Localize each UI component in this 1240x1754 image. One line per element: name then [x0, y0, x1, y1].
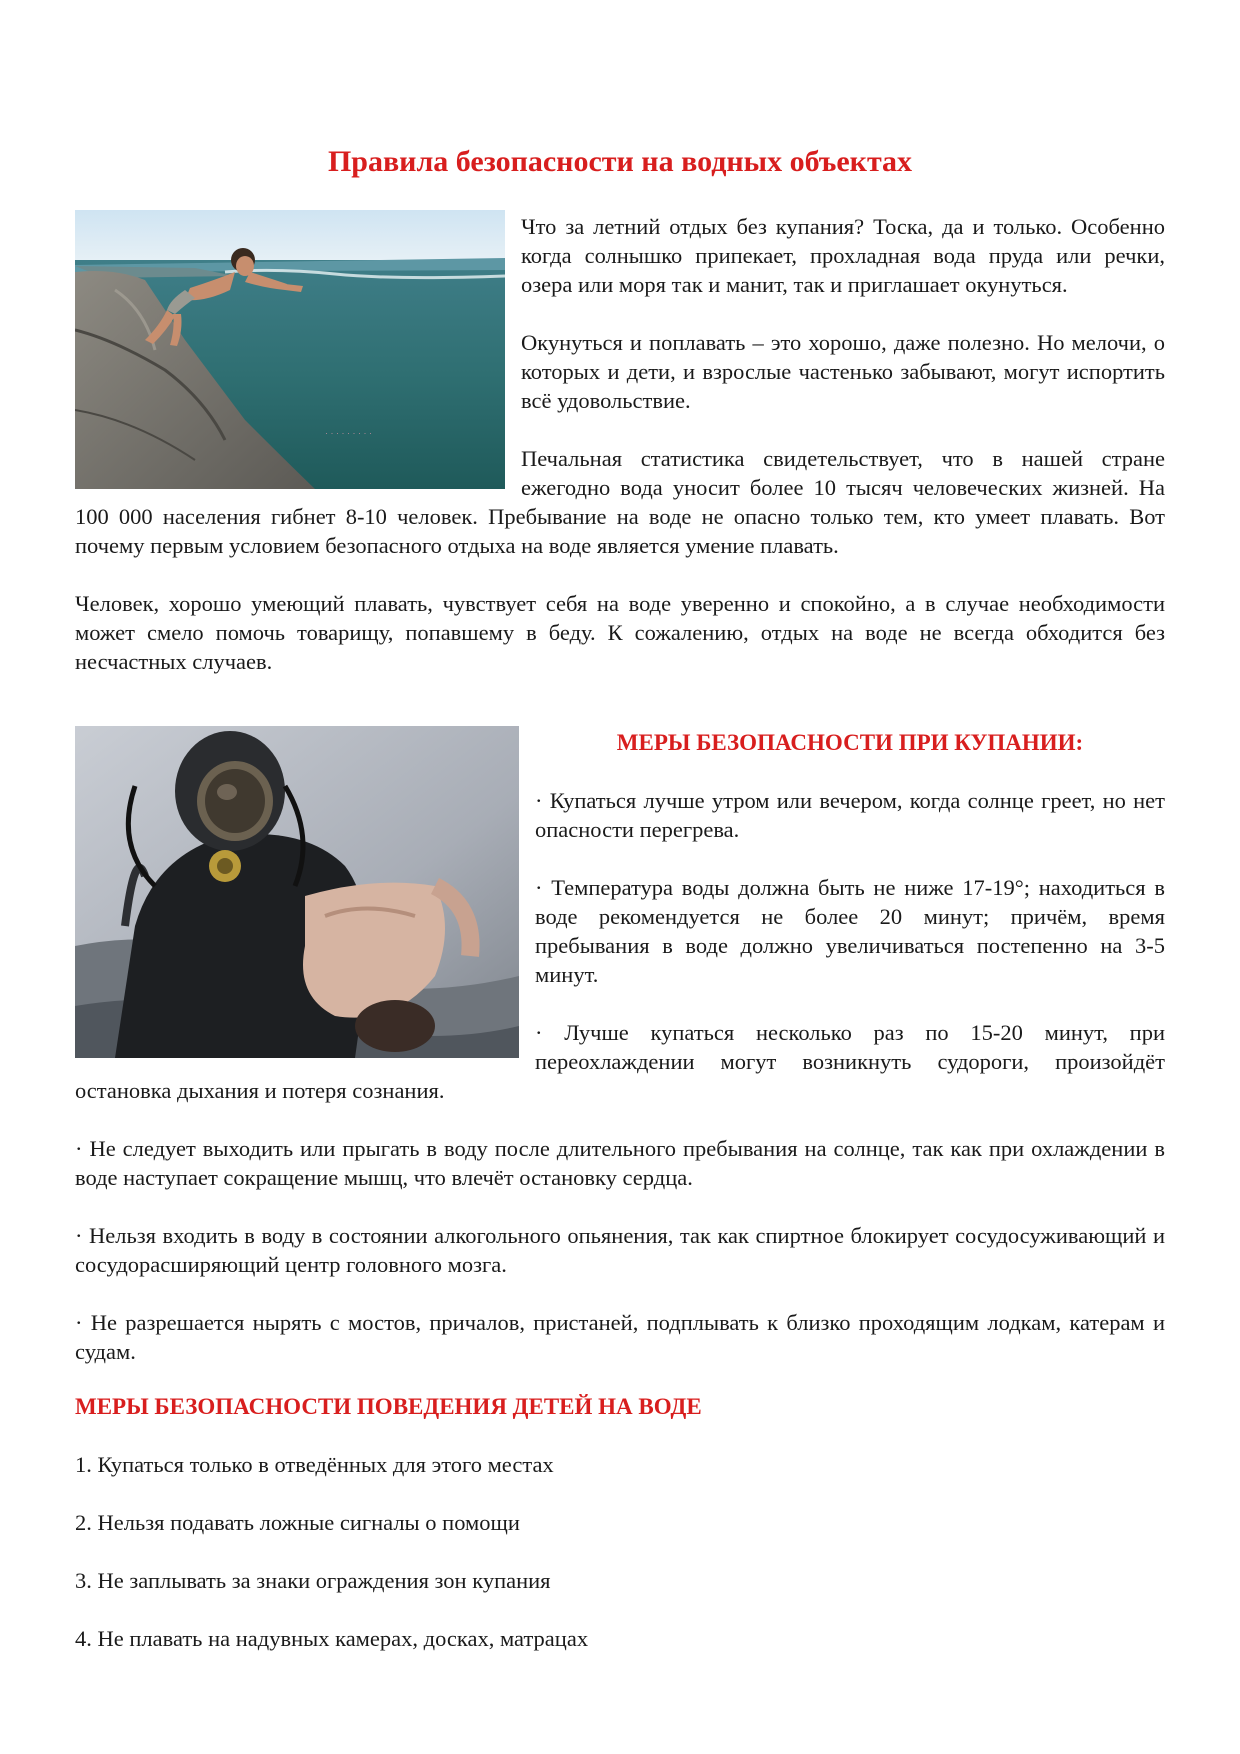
children-rule-3: 3. Не заплывать за знаки ограждения зон купания — [75, 1568, 551, 1593]
children-rule-4: 4. Не плавать на надувных камерах, досках, матрацах — [75, 1626, 589, 1651]
diver-rescue-photo — [75, 726, 519, 1058]
intro-paragraph-4: Человек, хорошо умеющий плавать, чувствует себя на воде уверенно и спокойно, а в случае необходимости может смело помочь товарищу, попавшему в беду. К сожалению, отдых на воде не всегда обходится без несчастных случаев. — [75, 591, 1165, 674]
page-title: Правила безопасности на водных объектах — [327, 145, 913, 178]
svg-text:· · · · · · · · ·: · · · · · · · · · — [325, 428, 372, 438]
bathing-safety-section — [75, 728, 1165, 1366]
children-safety-section — [75, 1392, 1165, 1653]
children-safety-heading: МЕРЫ БЕЗОПАСНОСТИ ПОВЕДЕНИЯ ДЕТЕЙ НА ВОДЕ — [75, 1394, 702, 1419]
boy-jumping-photo — [75, 210, 505, 489]
children-rule-2: 2. Нельзя подавать ложные сигналы о помощи — [75, 1510, 520, 1535]
bathing-rule-5: · Нельзя входить в воду в состоянии алкогольного опьянения, так как спиртное блокирует сосудосуживающий и сосудорасширяющий центр головного мозга. — [75, 1223, 1165, 1277]
bathing-safety-heading: МЕРЫ БЕЗОПАСНОСТИ ПРИ КУПАНИИ: — [616, 730, 1084, 755]
intro-section — [75, 212, 1165, 676]
children-rule-1: 1. Купаться только в отведённых для этого местах — [75, 1452, 554, 1477]
bathing-rule-2: · Температура воды должна быть не ниже 17-19°; находиться в воде рекомендуется не более 20 минут; причём, время пребывания в воде должно увеличиваться постепенно на 3-5 минут. — [535, 875, 1165, 987]
bathing-rule-6: · Не разрешается нырять с мостов, причалов, пристаней, подплывать к близко проходящим лодкам, катерам и судам. — [75, 1310, 1165, 1364]
intro-paragraph-3: Печальная статистика свидетельствует, что в нашей стране ежегодно вода уносит более 10 тысяч человеческих жизней. На 100 000 населения гибнет 8-10 человек. Пребывание на воде не опасно только тем, кто умеет плавать. Вот почему первым условием безопасного отдыха на воде является умение плавать. — [75, 446, 1165, 558]
bathing-rule-3: · Лучше купаться несколько раз по 15-20 минут, при переохлаждении могут возникнуть судороги, произойдёт остановка дыхания и потеря сознания. — [75, 1020, 1165, 1103]
bathing-rule-1: · Купаться лучше утром или вечером, когда солнце греет, но нет опасности перегрева. — [535, 788, 1165, 842]
intro-paragraph-2: Окунуться и поплавать – это хорошо, даже полезно. Но мелочи, о которых и дети, и взрослые частенько забывают, могут испортить всё удовольствие. — [521, 330, 1165, 413]
intro-paragraph-1: Что за летний отдых без купания? Тоска, да и только. Особенно когда солнышко припекает, прохладная вода пруда или речки, озера или моря так и манит, так и приглашает окунуться. — [521, 214, 1165, 297]
bathing-rule-4: · Не следует выходить или прыгать в воду после длительного пребывания на солнце, так как при охлаждении в воде наступает сокращение мышц, что влечёт остановку сердца. — [75, 1136, 1165, 1190]
